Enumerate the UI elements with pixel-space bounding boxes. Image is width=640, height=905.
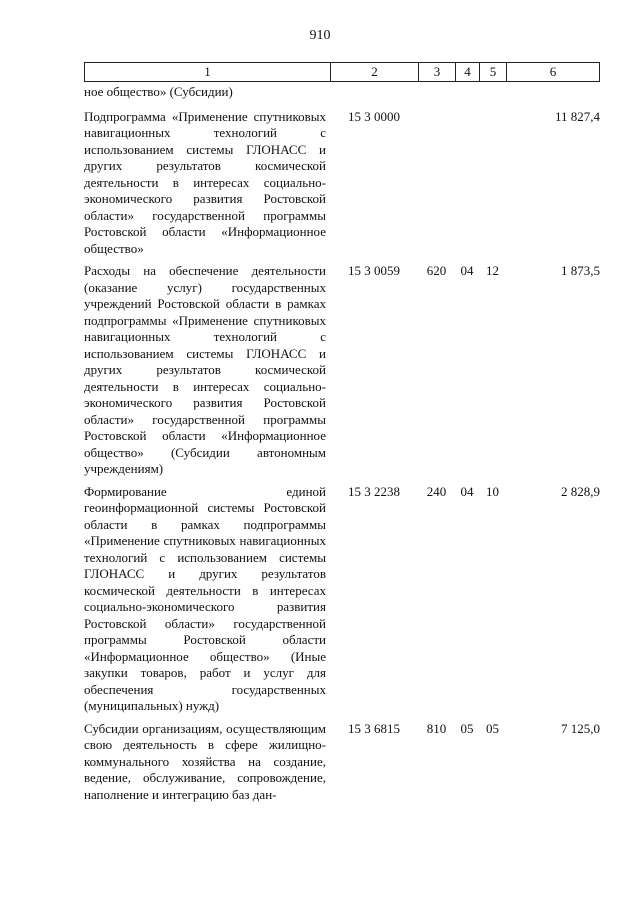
row-rz: 04 bbox=[460, 263, 474, 278]
row-sum: 7 125,0 bbox=[561, 720, 600, 736]
row-sum: 2 828,9 bbox=[561, 483, 600, 499]
header-col-3: 3 bbox=[419, 63, 456, 81]
row-pr: 05 bbox=[486, 720, 499, 736]
row-sum: 11 827,4 bbox=[554, 108, 600, 124]
row-description: Субсидии организациям, осуществляющим свою деятельность в сфере жилищно-коммунального хозяйства на создание, ведение, обслуживание, сопровождение, наполнение и интеграцию баз дан- bbox=[84, 720, 326, 802]
row-rz: 05 bbox=[460, 720, 474, 736]
row-vr: 810 bbox=[426, 720, 447, 736]
row-rz: 04 bbox=[460, 483, 474, 499]
row-vr: 620 bbox=[426, 263, 447, 278]
table-row bbox=[84, 484, 600, 715]
row-description: Расходы на обеспечение деятельности (оказание услуг) государственных учреждений Ростовской области в рамках подпрограммы «Применение спутниковых навигационных технологий с использованием системы ГЛОНАСС и других результатов космической деятельности в интересах социально-экономического развития Ростовской области» государственной программы Ростовской области «Информационное общество» (Субсидии автономным учреждениям) bbox=[84, 263, 326, 476]
table-body bbox=[84, 84, 600, 803]
row-pr bbox=[479, 109, 506, 258]
row-pr: 12 bbox=[486, 263, 499, 278]
row-code: 15 3 0059 bbox=[348, 263, 400, 278]
row-pr: 10 bbox=[486, 483, 499, 499]
row-code: 15 3 0000 bbox=[348, 108, 400, 124]
table-row bbox=[84, 263, 600, 478]
row-description: Формирование единой геоинформационной системы Ростовской области в рамках подпрограммы «Применение спутниковых навигационных технологий с использованием системы ГЛОНАСС и других результатов космической деятельности в интересах социально-экономического развития Ростовской области» государственной программы Ростовской области «Информационное общество» (Иные закупки товаров, работ и услуг для обеспечения государственных (муниципальных) нужд) bbox=[84, 483, 326, 713]
continuation-text: ное общество» (Субсидии) bbox=[84, 84, 233, 99]
table-header bbox=[84, 62, 600, 82]
header-col-2: 2 bbox=[331, 63, 419, 81]
table-row bbox=[84, 84, 600, 101]
header-col-4: 4 bbox=[456, 63, 480, 81]
row-vr bbox=[418, 109, 455, 258]
row-sum: 1 873,5 bbox=[561, 263, 600, 278]
header-col-1: 1 bbox=[85, 63, 331, 81]
row-code: 15 3 6815 bbox=[348, 720, 400, 736]
row-vr: 240 bbox=[426, 483, 447, 499]
header-col-6: 6 bbox=[549, 64, 557, 79]
page-number: 910 bbox=[309, 28, 331, 43]
row-rz bbox=[455, 109, 479, 258]
table-row bbox=[84, 109, 600, 258]
row-code: 15 3 2238 bbox=[348, 483, 400, 499]
header-col-5: 5 bbox=[480, 63, 507, 81]
table-row bbox=[84, 721, 600, 804]
row-description: Подпрограмма «Применение спутниковых навигационных технологий с использованием системы ГЛОНАСС и других результатов космической деятельности в интересах социально-экономического развития Ростовской области» государственной программы Ростовской области «Информационное общество» bbox=[84, 108, 326, 256]
